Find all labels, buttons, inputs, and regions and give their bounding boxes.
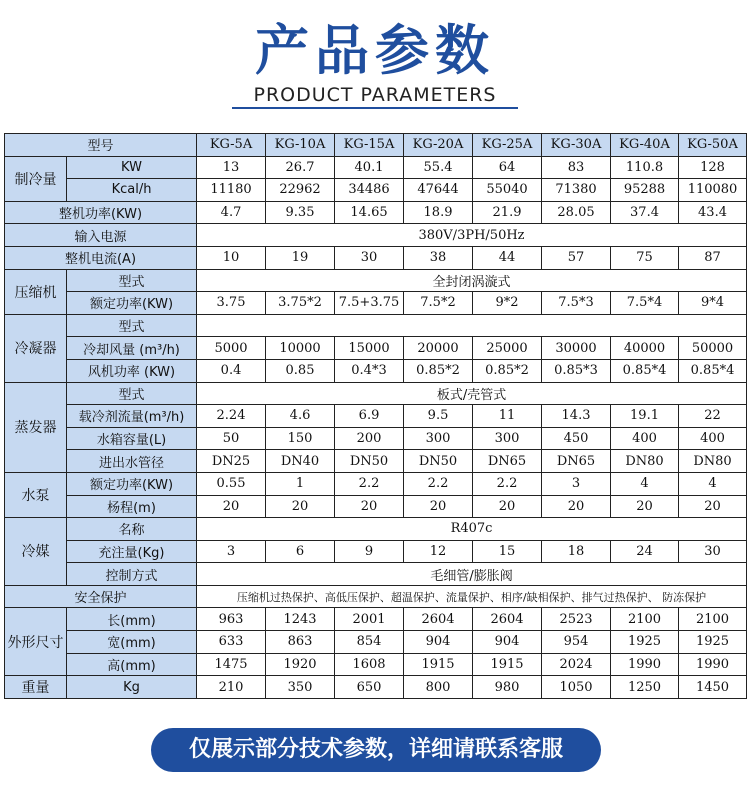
value-cell: 2001 — [335, 608, 404, 631]
value-cell: 6 — [266, 540, 335, 563]
value-cell: 34486 — [335, 179, 404, 202]
table-header-row — [5, 134, 747, 157]
value-cell: 6.9 — [335, 405, 404, 428]
value-cell: 20 — [266, 495, 335, 518]
value-cell: 0.85*4 — [679, 359, 747, 382]
row-label: 载冷剂流量(m³/h) — [67, 405, 197, 428]
value-cell: DN50 — [335, 450, 404, 473]
value-cell: 20000 — [404, 337, 473, 360]
value-cell: 1243 — [266, 608, 335, 631]
value-cell: 1475 — [197, 653, 266, 676]
value-cell: 30 — [679, 540, 747, 563]
value-cell — [197, 314, 747, 337]
value-cell: 毛细管/膨胀阀 — [197, 563, 747, 586]
group-label: 蒸发器 — [5, 382, 67, 472]
value-cell: 5000 — [197, 337, 266, 360]
table-row — [5, 314, 747, 337]
model-header: KG-15A — [335, 134, 404, 157]
value-cell: 板式/壳管式 — [197, 382, 747, 405]
group-label: 制冷量 — [5, 156, 67, 201]
model-label: 型号 — [5, 134, 197, 157]
value-cell: 1050 — [542, 676, 611, 699]
row-label: 型式 — [67, 269, 197, 292]
table-row — [5, 585, 747, 608]
value-cell: 2.2 — [473, 472, 542, 495]
value-cell: 75 — [611, 246, 679, 269]
value-cell: 10000 — [266, 337, 335, 360]
row-label: 充注量(Kg) — [67, 540, 197, 563]
table-row — [5, 179, 747, 202]
value-cell: 963 — [197, 608, 266, 631]
row-label: 杨程(m) — [67, 495, 197, 518]
value-cell: 904 — [473, 631, 542, 654]
value-cell: 0.55 — [197, 472, 266, 495]
value-cell: 0.85 — [266, 359, 335, 382]
row-label: 风机功率 (KW) — [67, 359, 197, 382]
value-cell: 95288 — [611, 179, 679, 202]
value-cell: 1915 — [473, 653, 542, 676]
value-cell: 1608 — [335, 653, 404, 676]
value-cell: 15000 — [335, 337, 404, 360]
value-cell: 0.4 — [197, 359, 266, 382]
value-cell: 4 — [611, 472, 679, 495]
value-cell: 20 — [679, 495, 747, 518]
value-cell: 87 — [679, 246, 747, 269]
value-cell: 14.3 — [542, 405, 611, 428]
value-cell: 300 — [473, 427, 542, 450]
value-cell: 2100 — [611, 608, 679, 631]
value-cell: 20 — [542, 495, 611, 518]
value-cell: 26.7 — [266, 156, 335, 179]
value-cell: 2604 — [473, 608, 542, 631]
value-cell: 83 — [542, 156, 611, 179]
row-label: 型式 — [67, 382, 197, 405]
value-cell: 854 — [335, 631, 404, 654]
value-cell: 18 — [542, 540, 611, 563]
value-cell: 22 — [679, 405, 747, 428]
row-label: Kg — [67, 676, 197, 699]
group-label: 冷媒 — [5, 518, 67, 586]
table-row — [5, 450, 747, 473]
value-cell: 800 — [404, 676, 473, 699]
group-label: 水泵 — [5, 472, 67, 517]
value-cell: 11180 — [197, 179, 266, 202]
value-cell: 18.9 — [404, 201, 473, 224]
value-cell: DN50 — [404, 450, 473, 473]
row-label: 型式 — [67, 314, 197, 337]
value-cell: DN80 — [611, 450, 679, 473]
value-cell: 55.4 — [404, 156, 473, 179]
table-row — [5, 653, 747, 676]
row-label: 安全保护 — [5, 585, 197, 608]
value-cell: 450 — [542, 427, 611, 450]
value-cell: 210 — [197, 676, 266, 699]
table-row — [5, 156, 747, 179]
value-cell: 11 — [473, 405, 542, 428]
table-row — [5, 224, 747, 247]
table-row — [5, 631, 747, 654]
value-cell: 20 — [335, 495, 404, 518]
model-header: KG-5A — [197, 134, 266, 157]
table-row — [5, 427, 747, 450]
row-label: 长(mm) — [67, 608, 197, 631]
value-cell: 37.4 — [611, 201, 679, 224]
value-cell: 0.85*2 — [404, 359, 473, 382]
value-cell: 1920 — [266, 653, 335, 676]
value-cell: 50 — [197, 427, 266, 450]
value-cell: 7.5+3.75 — [335, 292, 404, 315]
row-label: 控制方式 — [67, 563, 197, 586]
value-cell: DN65 — [473, 450, 542, 473]
value-cell: 128 — [679, 156, 747, 179]
value-cell: 1990 — [611, 653, 679, 676]
value-cell: 3 — [542, 472, 611, 495]
value-cell: 1990 — [679, 653, 747, 676]
value-cell: 7.5*2 — [404, 292, 473, 315]
row-label: Kcal/h — [67, 179, 197, 202]
value-cell: 64 — [473, 156, 542, 179]
value-cell: 9*2 — [473, 292, 542, 315]
value-cell: R407c — [197, 518, 747, 541]
row-label: 水箱容量(L) — [67, 427, 197, 450]
value-cell: 2.2 — [404, 472, 473, 495]
value-cell: 110.8 — [611, 156, 679, 179]
value-cell: DN40 — [266, 450, 335, 473]
table-row — [5, 359, 747, 382]
value-cell: 38 — [404, 246, 473, 269]
value-cell: 300 — [404, 427, 473, 450]
value-cell: 9*4 — [679, 292, 747, 315]
value-cell: 9 — [335, 540, 404, 563]
model-header: KG-30A — [542, 134, 611, 157]
value-cell: DN80 — [679, 450, 747, 473]
value-cell: 13 — [197, 156, 266, 179]
value-cell: 3.75*2 — [266, 292, 335, 315]
value-cell: 22962 — [266, 179, 335, 202]
value-cell: 150 — [266, 427, 335, 450]
value-cell: 0.85*3 — [542, 359, 611, 382]
row-label: 进出水管径 — [67, 450, 197, 473]
value-cell: 50000 — [679, 337, 747, 360]
value-cell: 全封闭涡漩式 — [197, 269, 747, 292]
table-row — [5, 201, 747, 224]
row-label: KW — [67, 156, 197, 179]
value-cell: 350 — [266, 676, 335, 699]
table-row — [5, 292, 747, 315]
value-cell: 10 — [197, 246, 266, 269]
value-cell: 9.35 — [266, 201, 335, 224]
table-row — [5, 676, 747, 699]
value-cell: 40.1 — [335, 156, 404, 179]
table-row — [5, 608, 747, 631]
value-cell: DN65 — [542, 450, 611, 473]
value-cell: 380V/3PH/50Hz — [197, 224, 747, 247]
model-header: KG-50A — [679, 134, 747, 157]
value-cell: 954 — [542, 631, 611, 654]
contact-banner: 仅展示部分技术参数，详细请联系客服 — [151, 728, 601, 772]
value-cell: 19 — [266, 246, 335, 269]
value-cell: 47644 — [404, 179, 473, 202]
value-cell: 2.24 — [197, 405, 266, 428]
value-cell: 12 — [404, 540, 473, 563]
value-cell: 0.85*4 — [611, 359, 679, 382]
value-cell: 400 — [679, 427, 747, 450]
page-subtitle: PRODUCT PARAMETERS — [253, 84, 497, 106]
table-row — [5, 246, 747, 269]
model-header: KG-25A — [473, 134, 542, 157]
value-cell: 1 — [266, 472, 335, 495]
table-row — [5, 495, 747, 518]
value-cell: 2024 — [542, 653, 611, 676]
value-cell: 4 — [679, 472, 747, 495]
value-cell: 980 — [473, 676, 542, 699]
model-header: KG-20A — [404, 134, 473, 157]
value-cell: 30000 — [542, 337, 611, 360]
value-cell: 1925 — [611, 631, 679, 654]
value-cell: 20 — [404, 495, 473, 518]
title-underline — [232, 107, 518, 109]
value-cell: 200 — [335, 427, 404, 450]
table-row — [5, 382, 747, 405]
value-cell: 28.05 — [542, 201, 611, 224]
value-cell: 15 — [473, 540, 542, 563]
value-cell: 7.5*4 — [611, 292, 679, 315]
row-label: 高(mm) — [67, 653, 197, 676]
value-cell: 24 — [611, 540, 679, 563]
table-row — [5, 405, 747, 428]
value-cell: 0.4*3 — [335, 359, 404, 382]
value-cell: 4.6 — [266, 405, 335, 428]
row-label: 名称 — [67, 518, 197, 541]
table-row — [5, 563, 747, 586]
value-cell: 20 — [611, 495, 679, 518]
value-cell: 44 — [473, 246, 542, 269]
row-label: 整机电流(A) — [5, 246, 197, 269]
value-cell: 0.85*2 — [473, 359, 542, 382]
value-cell: 1915 — [404, 653, 473, 676]
row-label: 宽(mm) — [67, 631, 197, 654]
value-cell: 19.1 — [611, 405, 679, 428]
table-row — [5, 337, 747, 360]
value-cell: 7.5*3 — [542, 292, 611, 315]
table-row — [5, 472, 747, 495]
model-header: KG-10A — [266, 134, 335, 157]
value-cell: 110080 — [679, 179, 747, 202]
row-label: 冷却风量 (m³/h) — [67, 337, 197, 360]
value-cell: 2523 — [542, 608, 611, 631]
value-cell: 20 — [197, 495, 266, 518]
value-cell: 9.5 — [404, 405, 473, 428]
table-row — [5, 540, 747, 563]
value-cell: 30 — [335, 246, 404, 269]
row-label: 额定功率(KW) — [67, 472, 197, 495]
model-header: KG-40A — [611, 134, 679, 157]
row-label: 输入电源 — [5, 224, 197, 247]
value-cell: 40000 — [611, 337, 679, 360]
value-cell: 压缩机过热保护、高低压保护、超温保护、流量保护、相序/缺相保护、排气过热保护、 防冻保护 — [197, 585, 747, 608]
value-cell: 25000 — [473, 337, 542, 360]
value-cell: 20 — [473, 495, 542, 518]
value-cell: 863 — [266, 631, 335, 654]
value-cell: 1250 — [611, 676, 679, 699]
value-cell: 400 — [611, 427, 679, 450]
value-cell: 633 — [197, 631, 266, 654]
value-cell: 650 — [335, 676, 404, 699]
value-cell: 21.9 — [473, 201, 542, 224]
value-cell: 3 — [197, 540, 266, 563]
group-label: 重量 — [5, 676, 67, 699]
group-label: 外形尺寸 — [5, 608, 67, 676]
table-row — [5, 518, 747, 541]
value-cell: 55040 — [473, 179, 542, 202]
value-cell: 2100 — [679, 608, 747, 631]
value-cell: 1450 — [679, 676, 747, 699]
value-cell: 2.2 — [335, 472, 404, 495]
row-label: 整机功率(KW) — [5, 201, 197, 224]
page-title: 产品参数 — [255, 19, 495, 82]
parameter-table — [4, 133, 747, 699]
value-cell: 1925 — [679, 631, 747, 654]
value-cell: 71380 — [542, 179, 611, 202]
value-cell: 4.7 — [197, 201, 266, 224]
value-cell: 57 — [542, 246, 611, 269]
group-label: 压缩机 — [5, 269, 67, 314]
value-cell: 14.65 — [335, 201, 404, 224]
value-cell: 43.4 — [679, 201, 747, 224]
table-row — [5, 269, 747, 292]
value-cell: 904 — [404, 631, 473, 654]
value-cell: DN25 — [197, 450, 266, 473]
group-label: 冷凝器 — [5, 314, 67, 382]
value-cell: 2604 — [404, 608, 473, 631]
value-cell: 3.75 — [197, 292, 266, 315]
row-label: 额定功率(KW) — [67, 292, 197, 315]
